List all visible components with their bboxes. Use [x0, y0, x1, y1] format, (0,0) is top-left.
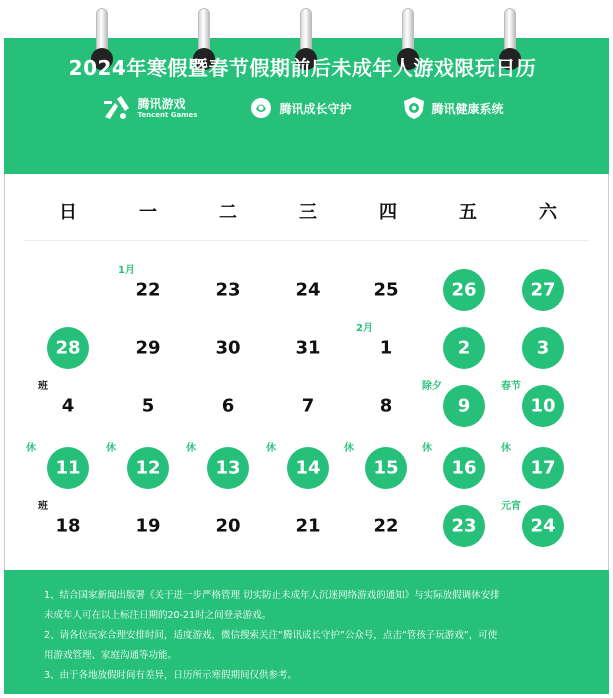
- day-tag: 元宵: [501, 501, 521, 512]
- day-number: 8: [379, 395, 393, 417]
- day-number: 9: [457, 395, 471, 417]
- calendar-day-allowed: [503, 381, 583, 431]
- logo-name: 腾讯成长守护: [279, 101, 352, 116]
- day-number: 4: [61, 395, 75, 417]
- weekday-label: 五: [459, 202, 477, 223]
- day-number: 22: [373, 515, 399, 537]
- calendar-day-allowed: [424, 501, 504, 551]
- calendar-day: [268, 265, 348, 315]
- day-number: 21: [295, 515, 321, 537]
- logo-name: 腾讯健康系统: [431, 101, 504, 116]
- day-number: 16: [451, 457, 477, 479]
- day-number: 25: [373, 279, 399, 301]
- day-number: 1: [379, 337, 393, 359]
- calendar-day: [108, 323, 188, 373]
- day-tag: 休: [422, 443, 432, 454]
- day-tag: 休: [186, 443, 196, 454]
- day-number: 24: [295, 279, 321, 301]
- day-number: 27: [530, 279, 556, 301]
- calendar-day-allowed: [503, 501, 583, 551]
- calendar-day-allowed: [424, 265, 504, 315]
- day-number: 13: [215, 457, 241, 479]
- day-number: 7: [301, 395, 315, 417]
- day-number: 17: [530, 457, 556, 479]
- weekday-label: 日: [59, 202, 77, 223]
- day-tag: 1月: [118, 265, 135, 276]
- day-number: 28: [55, 337, 81, 359]
- day-number: 24: [530, 515, 556, 537]
- day-number: 29: [135, 337, 161, 359]
- calendar-day: [28, 501, 108, 551]
- note-line: 未成年人可在以上标注日期的20-21时之间登录游戏。: [44, 610, 272, 621]
- note-line: 用游戏管理、家庭沟通等功能。: [44, 650, 178, 661]
- note-line: 2、请各位玩家合理安排时间，适度游戏，微信搜索关注“腾讯成长守护”公众号，点击“管孩子玩游戏”，可使: [44, 630, 498, 641]
- calendar-day: [108, 265, 188, 315]
- day-number: 20: [215, 515, 241, 537]
- day-number: 6: [221, 395, 235, 417]
- calendar-day-allowed: [424, 381, 504, 431]
- weekday-label: 四: [379, 202, 397, 223]
- day-tag: 班: [38, 501, 48, 512]
- day-tag: 休: [266, 443, 276, 454]
- calendar-day: [188, 265, 268, 315]
- calendar-day: [188, 501, 268, 551]
- day-tag: 班: [38, 381, 48, 392]
- calendar-day: [108, 381, 188, 431]
- day-tag: 休: [501, 443, 511, 454]
- day-tag: 休: [106, 443, 116, 454]
- calendar-day: [188, 381, 268, 431]
- day-number: 2: [457, 337, 471, 359]
- weekday-label: 一: [139, 202, 157, 223]
- calendar-day: [268, 381, 348, 431]
- day-number: 18: [55, 515, 81, 537]
- calendar-day: [268, 323, 348, 373]
- day-tag: 休: [26, 443, 36, 454]
- day-number: 5: [141, 395, 155, 417]
- day-tag: 春节: [501, 381, 521, 392]
- calendar-day-allowed: [424, 443, 504, 493]
- calendar-day: [28, 381, 108, 431]
- day-number: 30: [215, 337, 241, 359]
- day-number: 15: [373, 457, 399, 479]
- calendar-day: [346, 381, 426, 431]
- calendar-day: [346, 265, 426, 315]
- calendar-day-allowed: [346, 443, 426, 493]
- day-number: 12: [135, 457, 161, 479]
- note-line: 3、由于各地放假时间有差异，日历所示寒假期间仅供参考。: [44, 670, 298, 681]
- note-line: 1、结合国家新闻出版署《关于进一步严格管理 切实防止未成年人沉迷网络游戏的通知》与实际放假调休安排: [44, 590, 500, 601]
- day-number: 23: [451, 515, 477, 537]
- calendar-day-allowed: [188, 443, 268, 493]
- day-tag: 除夕: [422, 381, 442, 392]
- day-tag: 休: [344, 443, 354, 454]
- calendar-day: [188, 323, 268, 373]
- day-tag: 2月: [356, 323, 373, 334]
- day-number: 10: [530, 395, 556, 417]
- weekday-label: 六: [539, 202, 557, 223]
- page-title: 2024年寒假暨春节假期前后未成年人游戏限玩日历: [68, 56, 537, 80]
- day-number: 23: [215, 279, 241, 301]
- calendar-day-allowed: [28, 323, 108, 373]
- logo-name: 腾讯游戏: [137, 97, 186, 111]
- day-number: 19: [135, 515, 161, 537]
- calendar-day-allowed: [108, 443, 188, 493]
- day-number: 3: [536, 337, 550, 359]
- calendar-day-allowed: [28, 443, 108, 493]
- day-number: 31: [295, 337, 321, 359]
- calendar-day-allowed: [268, 443, 348, 493]
- calendar-day: [268, 501, 348, 551]
- day-number: 26: [451, 279, 477, 301]
- calendar-day-allowed: [503, 443, 583, 493]
- day-number: 14: [295, 457, 321, 479]
- notes-panel: [4, 570, 609, 694]
- calendar-day: [346, 501, 426, 551]
- calendar-day-allowed: [424, 323, 504, 373]
- calendar-day: [108, 501, 188, 551]
- calendar-day-allowed: [503, 323, 583, 373]
- day-number: 22: [135, 279, 161, 301]
- day-number: 11: [55, 457, 81, 479]
- calendar-day: [346, 323, 426, 373]
- weekday-label: 二: [219, 202, 237, 223]
- weekday-label: 三: [299, 202, 317, 223]
- logo-subtitle: Tencent Games: [137, 111, 198, 119]
- calendar-day-allowed: [503, 265, 583, 315]
